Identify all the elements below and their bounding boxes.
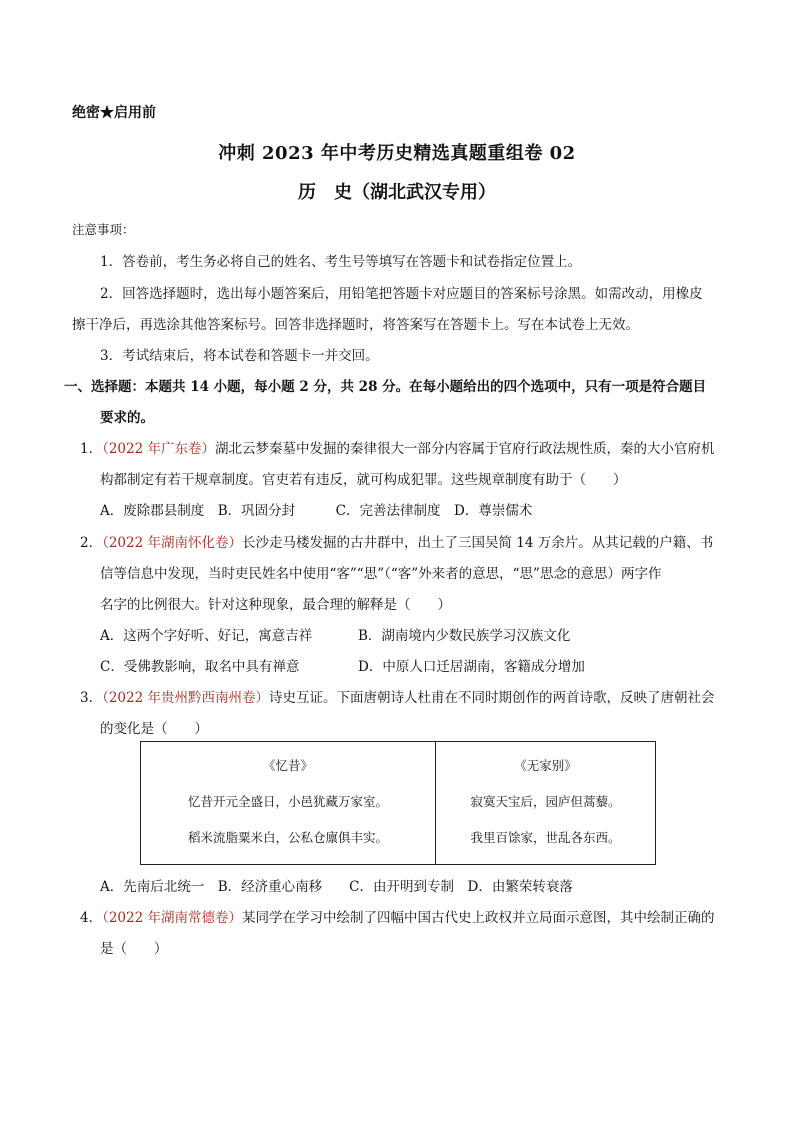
section-heading-cont: 要求的。 (100, 410, 154, 426)
question-4-number: 4． (80, 910, 103, 926)
page-subtitle: 历 史（湖北武汉专用） (298, 182, 496, 203)
poem-2-title: 《无家别》 (514, 758, 577, 773)
question-2-option-a: A．这两个字好听、好记，寓意吉祥 (100, 628, 313, 644)
question-1-number: 1． (80, 441, 103, 457)
question-2-line-3: 名字的比例很大。针对这种现象，最合理的解释是（ ） (100, 597, 451, 613)
question-4-source: （2022 年湖南常德卷） (102, 910, 242, 926)
notice-heading: 注意事项： (72, 222, 135, 237)
question-3-source: （2022 年贵州黔西南州卷） (102, 690, 269, 706)
notice-item-3: 3．考试结束后，将本试卷和答题卡一并交回。 (100, 348, 379, 364)
question-2-line-1 (80, 531, 713, 551)
poem-2-line-2: 我里百馀家，世乱各东西。 (470, 830, 621, 845)
poem-1-line-1: 忆昔开元全盛日，小邑犹藏万家室。 (187, 794, 388, 809)
question-2-option-c: C．受佛教影响，取名中具有禅意 (100, 659, 300, 675)
poem-2-line-1: 寂寞天宝后，园庐但蒿藜。 (470, 794, 621, 809)
question-1-options: A．废除郡县制度 B．巩固分封 C．完善法律制度 D．尊崇儒术 (100, 503, 533, 519)
question-3-line-2: 的变化是（ ） (100, 721, 208, 737)
poem-1-title: 《忆昔》 (262, 758, 313, 773)
question-1-source: （2022 年广东卷） (102, 441, 215, 457)
question-2-text: 长沙走马楼发掘的古井群中，出土了三国吴简 14 万余片。从其记载的户籍、书 (242, 535, 714, 551)
question-1-line-1 (80, 437, 715, 457)
poem-cell-1 (141, 742, 436, 865)
question-2-number: 2． (80, 535, 103, 551)
question-2-option-b: B．湖南境内少数民族学习汉族文化 (358, 628, 571, 644)
question-4-line-2: 是（ ） (100, 941, 168, 957)
poem-cell-2 (436, 742, 656, 865)
question-2-line-2: 信等信息中发现，当时吏民姓名中使用“客”“思”（“客”外来者的意思，“思”思念的意思）两字作 (100, 566, 662, 582)
poem-table (140, 741, 656, 865)
notice-item-2-cont: 擦干净后，再选涂其他答案标号。回答非选择题时，将答案写在答题卡上。写在本试卷上无效。 (72, 317, 639, 333)
question-3-text: 诗史互证。下面唐朝诗人杜甫在不同时期创作的两首诗歌，反映了唐朝社会 (269, 690, 715, 706)
question-2-option-d: D．中原人口迁居湖南，客籍成分增加 (358, 659, 585, 675)
section-heading: 一、选择题：本题共 14 小题，每小题 2 分，共 28 分。在每小题给出的四个选项中，只有一项是符合题目 (64, 379, 707, 395)
question-1-line-2: 构都制定有若干规章制度。官吏若有违反，就可构成犯罪。这些规章制度有助于（ ） (100, 472, 627, 488)
question-3-line-1 (80, 686, 715, 706)
question-3-options: A．先南后北统一 B．经济重心南移 C．由开明到专制 D．由繁荣转衰落 (100, 879, 573, 895)
question-4-line-1 (80, 906, 715, 926)
notice-item-2: 2．回答选择题时，选出每小题答案后，用铅笔把答题卡对应题目的答案标号涂黑。如需改动，用橡皮 (100, 286, 703, 302)
question-3-number: 3． (80, 690, 103, 706)
question-2-source: （2022 年湖南怀化卷） (102, 535, 242, 551)
question-4-text: 某同学在学习中绘制了四幅中国古代史上政权并立局面示意图，其中绘制正确的 (242, 910, 715, 926)
question-1-text: 湖北云梦秦墓中发掘的秦律很大一部分内容属于官府行政法规性质，秦的大小官府机 (215, 441, 715, 457)
confidential-label: 绝密★启用前 (72, 105, 156, 121)
poem-1-line-2: 稻米流脂粟米白，公私仓廪俱丰实。 (187, 830, 388, 845)
page-title: 冲刺 2023 年中考历史精选真题重组卷 02 (218, 143, 576, 164)
notice-item-1: 1．答卷前，考生务必将自己的姓名、考生号等填写在答题卡和试卷指定位置上。 (100, 254, 582, 270)
